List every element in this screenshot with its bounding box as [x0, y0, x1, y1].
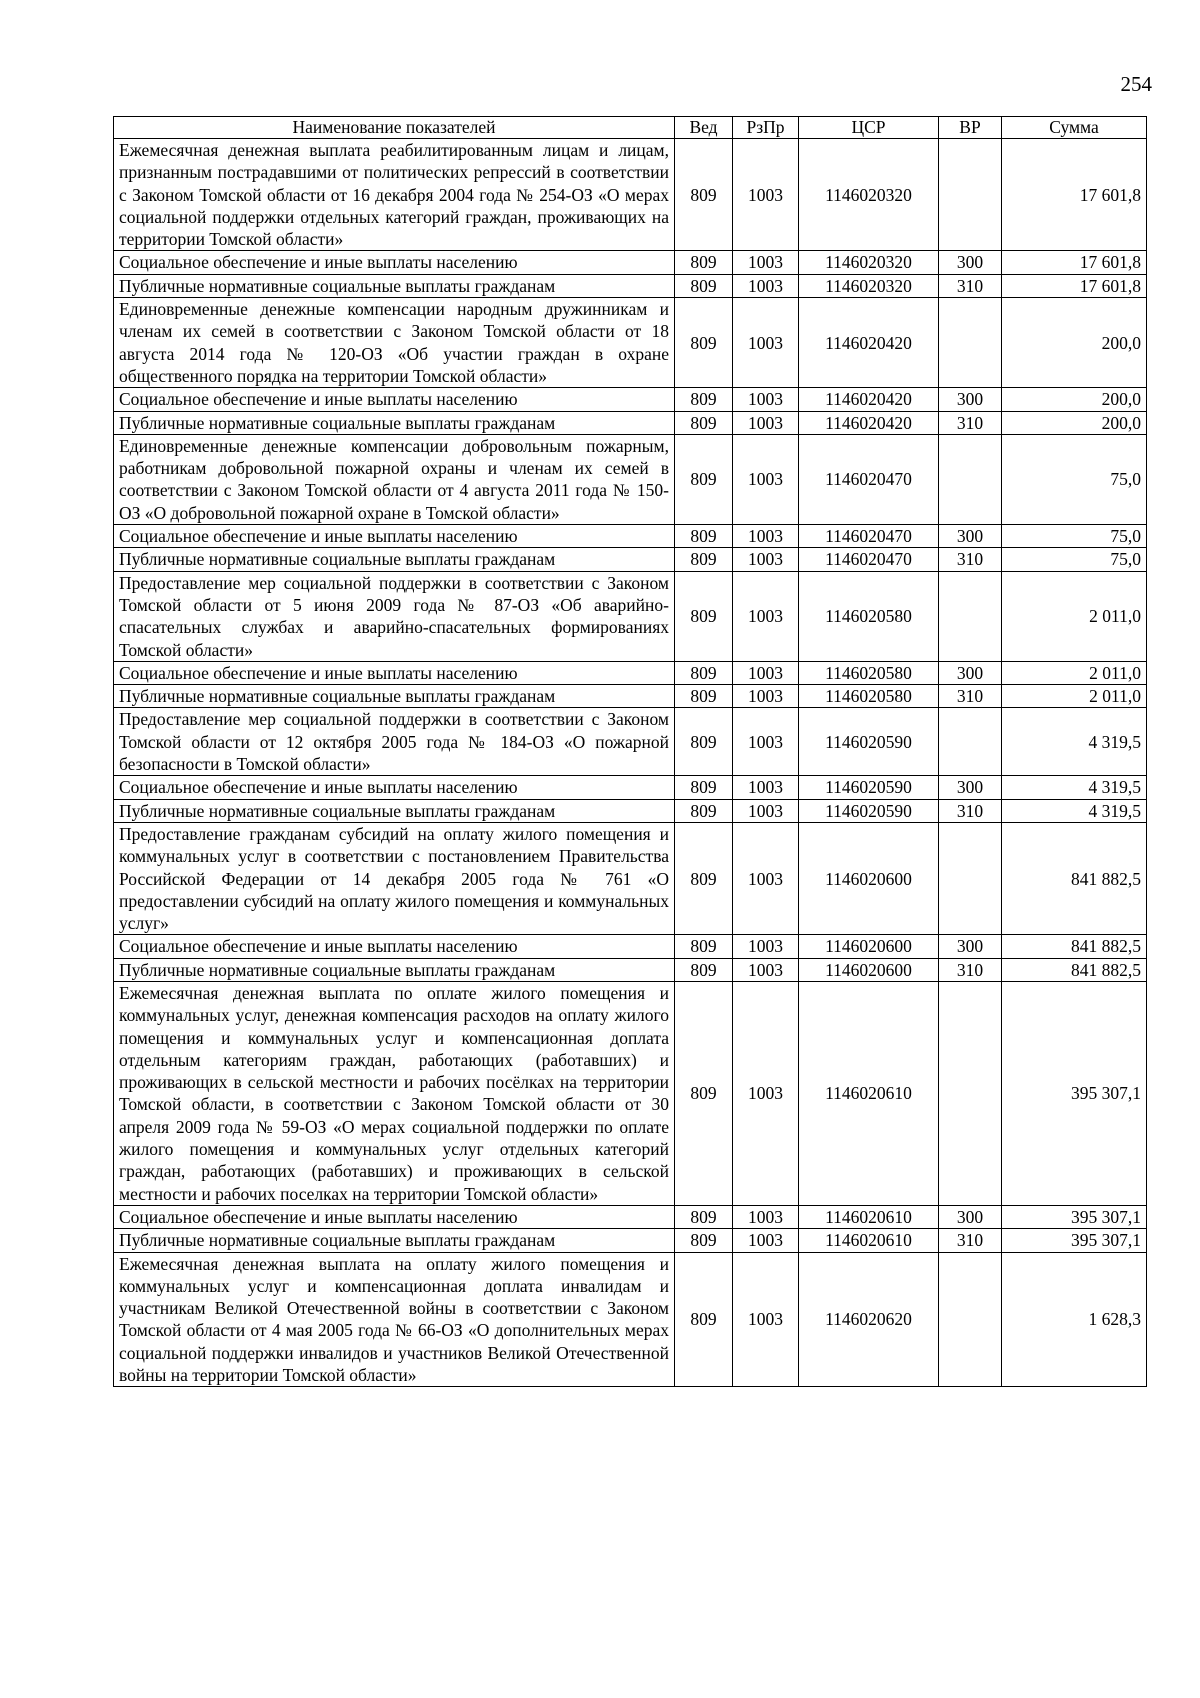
cell-csr: 1146020600 — [799, 822, 939, 934]
cell-sum: 395 307,1 — [1002, 981, 1147, 1205]
cell-rzpr: 1003 — [733, 935, 799, 958]
cell-csr: 1146020590 — [799, 799, 939, 822]
table-row — [114, 571, 1147, 661]
table-row — [114, 935, 1147, 958]
cell-sum: 395 307,1 — [1002, 1229, 1147, 1252]
cell-name: Публичные нормативные социальные выплаты гражданам — [114, 799, 675, 822]
cell-vr — [939, 571, 1002, 661]
cell-vr — [939, 981, 1002, 1205]
table-row — [114, 411, 1147, 434]
header-name: Наименование показателей — [114, 117, 675, 139]
cell-ved: 809 — [675, 958, 733, 981]
cell-ved: 809 — [675, 776, 733, 799]
cell-csr: 1146020610 — [799, 981, 939, 1205]
cell-name: Единовременные денежные компенсации добровольным пожарным, работникам добровольной пожарной охраны и членам их семей в соответствии с Законом Томской области от 4 августа 2011 года № 150-ОЗ «О добровольной пожарной охране в Томской области» — [114, 434, 675, 524]
cell-ved: 809 — [675, 388, 733, 411]
cell-csr: 1146020610 — [799, 1229, 939, 1252]
cell-name: Публичные нормативные социальные выплаты гражданам — [114, 1229, 675, 1252]
cell-ved: 809 — [675, 1252, 733, 1387]
table-row — [114, 822, 1147, 934]
table-row — [114, 525, 1147, 548]
cell-vr — [939, 822, 1002, 934]
cell-ved: 809 — [675, 411, 733, 434]
cell-csr: 1146020420 — [799, 298, 939, 388]
cell-sum: 841 882,5 — [1002, 935, 1147, 958]
cell-sum: 1 628,3 — [1002, 1252, 1147, 1387]
header-sum: Сумма — [1002, 117, 1147, 139]
cell-sum: 2 011,0 — [1002, 571, 1147, 661]
cell-sum: 200,0 — [1002, 298, 1147, 388]
cell-sum: 841 882,5 — [1002, 822, 1147, 934]
cell-ved: 809 — [675, 661, 733, 684]
cell-sum: 75,0 — [1002, 548, 1147, 571]
cell-rzpr: 1003 — [733, 1205, 799, 1228]
cell-rzpr: 1003 — [733, 139, 799, 251]
cell-name: Публичные нормативные социальные выплаты гражданам — [114, 411, 675, 434]
cell-sum: 75,0 — [1002, 434, 1147, 524]
table-header-row — [114, 117, 1147, 139]
cell-vr: 310 — [939, 411, 1002, 434]
cell-sum: 75,0 — [1002, 525, 1147, 548]
cell-rzpr: 1003 — [733, 274, 799, 297]
cell-ved: 809 — [675, 298, 733, 388]
cell-csr: 1146020580 — [799, 685, 939, 708]
cell-vr: 310 — [939, 685, 1002, 708]
cell-sum: 200,0 — [1002, 411, 1147, 434]
table-row — [114, 434, 1147, 524]
cell-rzpr: 1003 — [733, 548, 799, 571]
cell-vr: 300 — [939, 251, 1002, 274]
cell-vr: 310 — [939, 274, 1002, 297]
cell-csr: 1146020320 — [799, 274, 939, 297]
header-csr: ЦСР — [799, 117, 939, 139]
table-row — [114, 298, 1147, 388]
cell-ved: 809 — [675, 548, 733, 571]
cell-csr: 1146020610 — [799, 1205, 939, 1228]
cell-rzpr: 1003 — [733, 822, 799, 934]
cell-vr — [939, 139, 1002, 251]
table-row — [114, 708, 1147, 776]
cell-name: Предоставление мер социальной поддержки в соответствии с Законом Томской области от 5 июня 2009 года № 87-ОЗ «Об аварийно-спасательных службах и аварийно-спасательных формированиях Томской области» — [114, 571, 675, 661]
header-vr: ВР — [939, 117, 1002, 139]
cell-rzpr: 1003 — [733, 981, 799, 1205]
cell-vr: 300 — [939, 1205, 1002, 1228]
cell-name: Ежемесячная денежная выплата на оплату жилого помещения и коммунальных услуг и компенсационная доплата инвалидам и участникам Великой Отечественной войны в соответствии с Законом Томской области от 4 мая 2005 года № 66-ОЗ «О дополнительных мерах социальной поддержки инвалидов и участников Великой Отечественной войны на территории Томской области» — [114, 1252, 675, 1387]
cell-vr — [939, 298, 1002, 388]
cell-vr: 310 — [939, 1229, 1002, 1252]
cell-ved: 809 — [675, 822, 733, 934]
cell-vr: 300 — [939, 388, 1002, 411]
table-row — [114, 1205, 1147, 1228]
cell-sum: 2 011,0 — [1002, 661, 1147, 684]
cell-rzpr: 1003 — [733, 958, 799, 981]
budget-table — [113, 116, 1147, 1387]
cell-csr: 1146020590 — [799, 776, 939, 799]
table-row — [114, 799, 1147, 822]
table-row — [114, 981, 1147, 1205]
cell-rzpr: 1003 — [733, 799, 799, 822]
cell-vr: 310 — [939, 548, 1002, 571]
cell-csr: 1146020590 — [799, 708, 939, 776]
cell-vr: 310 — [939, 958, 1002, 981]
cell-sum: 4 319,5 — [1002, 776, 1147, 799]
cell-name: Публичные нормативные социальные выплаты гражданам — [114, 274, 675, 297]
cell-vr: 300 — [939, 661, 1002, 684]
table-row — [114, 139, 1147, 251]
table-row — [114, 274, 1147, 297]
cell-sum: 200,0 — [1002, 388, 1147, 411]
cell-ved: 809 — [675, 935, 733, 958]
cell-sum: 17 601,8 — [1002, 139, 1147, 251]
cell-vr — [939, 434, 1002, 524]
cell-csr: 1146020470 — [799, 525, 939, 548]
cell-rzpr: 1003 — [733, 1252, 799, 1387]
cell-vr: 310 — [939, 799, 1002, 822]
cell-rzpr: 1003 — [733, 434, 799, 524]
cell-sum: 4 319,5 — [1002, 799, 1147, 822]
cell-sum: 17 601,8 — [1002, 274, 1147, 297]
cell-csr: 1146020580 — [799, 571, 939, 661]
cell-ved: 809 — [675, 251, 733, 274]
cell-name: Социальное обеспечение и иные выплаты населению — [114, 388, 675, 411]
cell-vr: 300 — [939, 935, 1002, 958]
cell-vr: 300 — [939, 776, 1002, 799]
cell-rzpr: 1003 — [733, 571, 799, 661]
table-row — [114, 388, 1147, 411]
header-rzpr: РзПр — [733, 117, 799, 139]
cell-ved: 809 — [675, 525, 733, 548]
cell-ved: 809 — [675, 1205, 733, 1228]
table-row — [114, 1252, 1147, 1387]
cell-name: Ежемесячная денежная выплата по оплате жилого помещения и коммунальных услуг, денежная компенсация расходов на оплату жилого помещения и коммунальных услуг и компенсационная доплата отдельным категориям граждан, работающих (работавших) и проживающих в сельской местности и рабочих посёлках на территории Томской области, в соответствии с Законом Томской области от 30 апреля 2009 года № 59-ОЗ «О мерах социальной поддержки по оплате жилого помещения и коммунальных услуг отдельных категорий граждан, работающих (работавших) и проживающих в сельской местности и рабочих поселках на территории Томской области» — [114, 981, 675, 1205]
cell-ved: 809 — [675, 139, 733, 251]
cell-vr — [939, 708, 1002, 776]
table-row — [114, 958, 1147, 981]
cell-ved: 809 — [675, 274, 733, 297]
cell-name: Социальное обеспечение и иные выплаты населению — [114, 251, 675, 274]
table-row — [114, 661, 1147, 684]
cell-name: Единовременные денежные компенсации народным дружинникам и членам их семей в соответствии с Законом Томской области от 18 августа 2014 года № 120-ОЗ «Об участии граждан в охране общественного порядка на территории Томской области» — [114, 298, 675, 388]
cell-rzpr: 1003 — [733, 251, 799, 274]
cell-ved: 809 — [675, 981, 733, 1205]
cell-rzpr: 1003 — [733, 708, 799, 776]
cell-name: Публичные нормативные социальные выплаты гражданам — [114, 548, 675, 571]
cell-csr: 1146020620 — [799, 1252, 939, 1387]
cell-csr: 1146020320 — [799, 139, 939, 251]
cell-name: Социальное обеспечение и иные выплаты населению — [114, 935, 675, 958]
cell-name: Публичные нормативные социальные выплаты гражданам — [114, 685, 675, 708]
cell-name: Предоставление мер социальной поддержки в соответствии с Законом Томской области от 12 октября 2005 года № 184-ОЗ «О пожарной безопасности в Томской области» — [114, 708, 675, 776]
cell-csr: 1146020320 — [799, 251, 939, 274]
cell-csr: 1146020600 — [799, 958, 939, 981]
cell-ved: 809 — [675, 571, 733, 661]
cell-rzpr: 1003 — [733, 388, 799, 411]
cell-sum: 841 882,5 — [1002, 958, 1147, 981]
cell-name: Социальное обеспечение и иные выплаты населению — [114, 1205, 675, 1228]
table-row — [114, 776, 1147, 799]
cell-sum: 395 307,1 — [1002, 1205, 1147, 1228]
page-number: 254 — [1120, 72, 1152, 96]
table-row — [114, 685, 1147, 708]
cell-rzpr: 1003 — [733, 685, 799, 708]
cell-vr: 300 — [939, 525, 1002, 548]
cell-csr: 1146020420 — [799, 411, 939, 434]
cell-ved: 809 — [675, 1229, 733, 1252]
cell-rzpr: 1003 — [733, 411, 799, 434]
cell-csr: 1146020580 — [799, 661, 939, 684]
cell-rzpr: 1003 — [733, 776, 799, 799]
cell-ved: 809 — [675, 434, 733, 524]
cell-csr: 1146020600 — [799, 935, 939, 958]
cell-sum: 17 601,8 — [1002, 251, 1147, 274]
cell-csr: 1146020470 — [799, 548, 939, 571]
cell-name: Социальное обеспечение и иные выплаты населению — [114, 661, 675, 684]
cell-ved: 809 — [675, 685, 733, 708]
table-row — [114, 251, 1147, 274]
cell-rzpr: 1003 — [733, 298, 799, 388]
cell-sum: 2 011,0 — [1002, 685, 1147, 708]
cell-name: Ежемесячная денежная выплата реабилитированным лицам и лицам, признанным пострадавшими от политических репрессий в соответствии с Законом Томской области от 16 декабря 2004 года № 254-ОЗ «О мерах социальной поддержки отдельных категорий граждан, проживающих на территории Томской области» — [114, 139, 675, 251]
cell-vr — [939, 1252, 1002, 1387]
cell-ved: 809 — [675, 799, 733, 822]
cell-csr: 1146020420 — [799, 388, 939, 411]
cell-ved: 809 — [675, 708, 733, 776]
table-row — [114, 548, 1147, 571]
cell-csr: 1146020470 — [799, 434, 939, 524]
table-row — [114, 1229, 1147, 1252]
table-body — [114, 139, 1147, 1387]
cell-sum: 4 319,5 — [1002, 708, 1147, 776]
cell-name: Социальное обеспечение и иные выплаты населению — [114, 525, 675, 548]
cell-name: Публичные нормативные социальные выплаты гражданам — [114, 958, 675, 981]
header-ved: Вед — [675, 117, 733, 139]
cell-name: Социальное обеспечение и иные выплаты населению — [114, 776, 675, 799]
cell-name: Предоставление гражданам субсидий на оплату жилого помещения и коммунальных услуг в соответствии с постановлением Правительства Российской Федерации от 14 декабря 2005 года № 761 «О предоставлении субсидий на оплату жилого помещения и коммунальных услуг» — [114, 822, 675, 934]
cell-rzpr: 1003 — [733, 525, 799, 548]
cell-rzpr: 1003 — [733, 1229, 799, 1252]
cell-rzpr: 1003 — [733, 661, 799, 684]
